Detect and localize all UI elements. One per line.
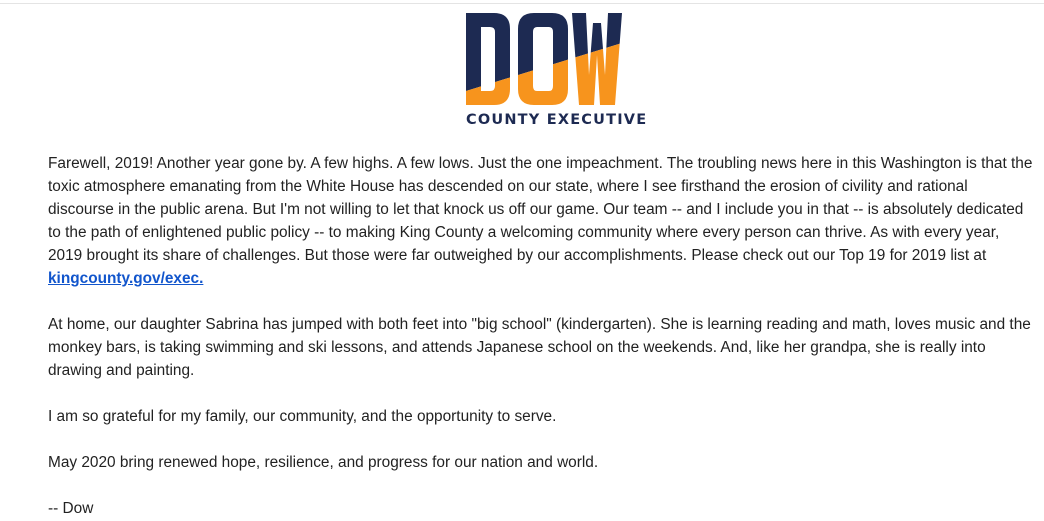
kingcounty-exec-link[interactable]: kingcounty.gov/exec. bbox=[48, 270, 204, 287]
top-divider bbox=[0, 3, 1044, 4]
signoff: -- Dow bbox=[48, 500, 94, 517]
paragraph-intro-text: Farewell, 2019! Another year gone by. A few highs. A few lows. Just the one impeachment. The troubling news here in this Washington is that the toxic atmosphere emanating from the White House has descended on our state, where I see firsthand the erosion of civility and rational discourse in the public arena. But I'm not willing to let that knock us off our game. Our team -- and I include you in that -- is absolutely dedicated to the path of enlightened public policy -- to making King County a welcoming community where every person can thrive. As with every year, 2019 brought its share of challenges. But those were far outweighed by our accomplishments. Please check out our Top 19 for 2019 list at bbox=[48, 155, 1033, 264]
dow-wordmark bbox=[466, 13, 622, 105]
paragraph-gratitude: I am so grateful for my family, our community, and the opportunity to serve. bbox=[48, 408, 557, 425]
message-body bbox=[48, 152, 1033, 520]
paragraph-intro bbox=[48, 152, 1033, 290]
paragraph-family: At home, our daughter Sabrina has jumped with both feet into "big school" (kindergarten). She is learning reading and math, loves music and the monkey bars, is taking swimming and ski lessons, and attends Japanese school on the weekends. And, like her grandpa, she is really into drawing and painting. bbox=[48, 316, 1031, 379]
dow-logo bbox=[466, 13, 648, 131]
logo-subtitle: COUNTY EXECUTIVE bbox=[466, 112, 648, 128]
paragraph-wishes: May 2020 bring renewed hope, resilience, and progress for our nation and world. bbox=[48, 454, 599, 471]
